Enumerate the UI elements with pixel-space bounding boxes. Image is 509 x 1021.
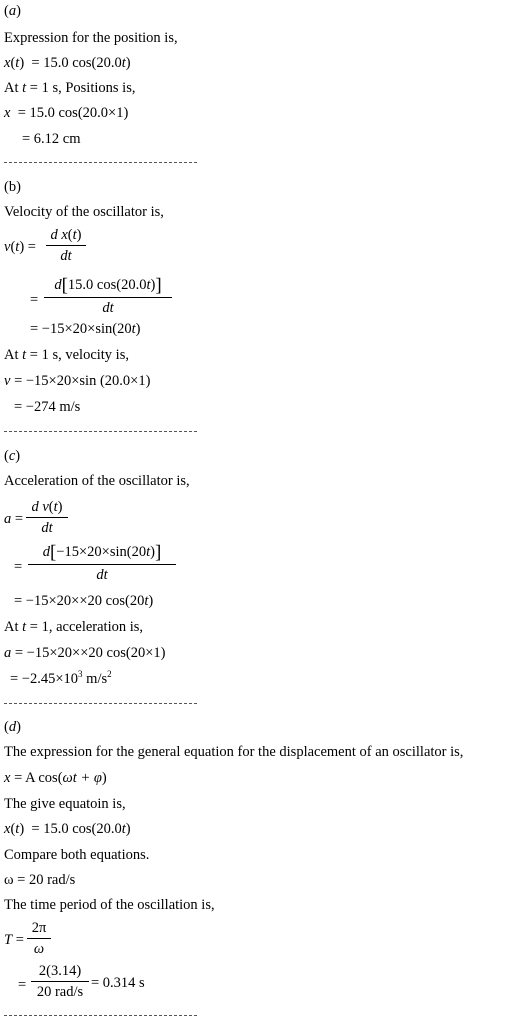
d-period-eq: = — [18, 977, 27, 993]
c-deriv-fraction: d[−15×20×sin(20t)] dt — [28, 543, 176, 583]
d-given-eq: x(t) = 15.0 cos(20.0t) — [4, 821, 131, 837]
a-position-eq: x(t) = 15.0 cos(20.0t) — [4, 55, 131, 71]
b-deriv-fraction: d[15.0 cos(20.0t)] dt — [44, 276, 172, 316]
a-intro: Expression for the position is, — [4, 30, 178, 46]
d-period-fraction: 2π ω — [27, 921, 51, 956]
separator-1 — [4, 162, 197, 163]
c-intro: Acceleration of the oscillator is, — [4, 473, 190, 489]
d-omega: ω = 20 rad/s — [4, 872, 76, 888]
a-position-sub: x = 15.0 cos(20.0×1) — [4, 105, 129, 121]
d-general-eq: x = A cos(ωt + φ) — [4, 770, 107, 786]
c-result: = $-2.45\times 10^3$ $m/s^2$ — [10, 669, 112, 687]
d-compare: Compare both equations. — [4, 847, 150, 863]
b-at-time: At t = 1 s, velocity is, — [4, 347, 129, 363]
separator-3 — [4, 703, 197, 704]
b-deriv-eq: = — [30, 292, 39, 308]
a-result: = 6.12 cm — [22, 131, 81, 147]
b-velocity-fraction: d x(t) dt — [46, 228, 86, 263]
b-velocity-lhs: v(t) = — [4, 239, 36, 255]
a-at-time: At t = 1 s, Positions is, — [4, 80, 136, 96]
d-result: = 0.314 s — [91, 975, 145, 991]
c-step3: = −15×20××20 cos(20t) — [14, 593, 154, 609]
d-period-lhs: T = — [4, 932, 24, 948]
label-b: (b) — [4, 179, 21, 195]
c-accel-sub: a = −15×20××20 cos(20×1) — [4, 645, 166, 661]
d-period-sub-fraction: 2(3.14) 20 rad/s — [31, 964, 89, 999]
b-result: = −274 m/s — [14, 399, 81, 415]
label-c: (c) — [4, 448, 21, 464]
label-d: (d) — [4, 719, 21, 735]
d-period-intro: The time period of the oscillation is, — [4, 897, 215, 913]
c-accel-fraction: d v(t) dt — [26, 500, 68, 535]
b-step3: = −15×20×sin(20t) — [30, 321, 141, 337]
c-deriv-eq: = — [14, 559, 23, 575]
c-accel-lhs: a = — [4, 511, 24, 527]
separator-4 — [4, 1015, 197, 1016]
separator-2 — [4, 431, 197, 432]
b-velocity-sub: v = −15×20×sin (20.0×1) — [4, 373, 151, 389]
d-given-intro: The give equatoin is, — [4, 796, 126, 812]
d-intro: The expression for the general equation for the displacement of an oscillator is, — [4, 744, 464, 760]
label-a: (a) — [4, 3, 21, 19]
b-intro: Velocity of the oscillator is, — [4, 204, 164, 220]
c-at-time: At t = 1, acceleration is, — [4, 619, 144, 635]
